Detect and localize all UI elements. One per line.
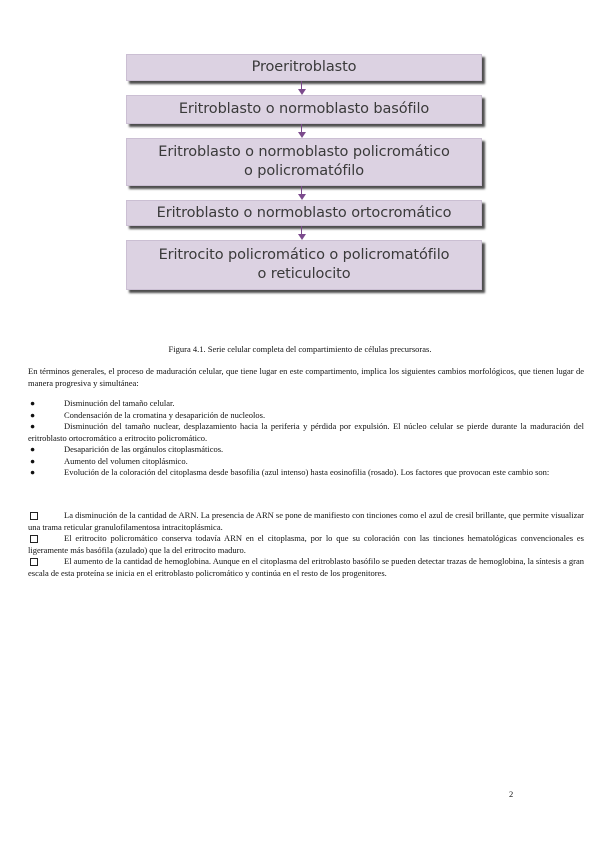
stage-eritroblasto-policromatico — [126, 138, 482, 186]
stage-eritroblasto-basofilo — [126, 95, 482, 124]
bullet-icon: ● — [30, 398, 36, 408]
down-arrow-icon — [126, 186, 482, 200]
figure-caption: Figura 4.1. Serie celular completa del compartimiento de células precursoras. — [168, 344, 432, 354]
down-arrow-icon — [126, 81, 482, 95]
list-item: ● Disminución del tamaño celular. — [30, 398, 175, 408]
maturation-diagram — [126, 54, 482, 290]
stage-label: Eritroblasto o normoblasto ortocromático — [156, 204, 452, 221]
stage-proeritroblasto — [126, 54, 482, 81]
intro-paragraph: En términos generales, el proceso de maduración celular, que tiene lugar en este compartimento, implica los siguientes cambios morfológicos, que tienen lugar de manera progresiva y simultánea: — [28, 366, 584, 388]
bullet-icon: ● — [30, 467, 36, 477]
stage-label: Eritrocito policromático o policromatófilo — [158, 247, 450, 263]
bullet-icon: ● — [30, 455, 36, 466]
list-item: ● Condensación de la cromatina y desaparición de nucleolos. — [30, 409, 266, 420]
bullet-icon: ● — [30, 444, 36, 454]
stage-label: o reticulocito — [257, 266, 351, 282]
stage-label: Proeritroblasto — [251, 59, 357, 75]
stage-label: o policromatófilo — [244, 163, 364, 179]
checkbox-square-icon — [30, 535, 38, 543]
down-arrow-icon — [126, 124, 482, 138]
stage-label: Eritroblasto o normoblasto policromático — [158, 144, 450, 160]
checkbox-square-icon — [30, 512, 38, 520]
stage-eritroblasto-ortocromatico — [126, 200, 482, 226]
bullet-icon: ● — [30, 421, 36, 431]
list-item: ● Desaparición de las orgánulos citoplasmáticos. — [30, 444, 224, 454]
checkbox-square-icon — [30, 558, 38, 566]
list-item: ● Disminución del tamaño nuclear, desplazamiento hacia la periferia y pérdida por expulsión. El núcleo celular se pierde durante la maduración del eritroblasto ortocromático a eritrocito policromático. — [28, 421, 584, 443]
list-item: La disminución de la cantidad de ARN. La presencia de ARN se pone de manifiesto con tinciones como el azul de cresil brillante, que permite visualizar una trama reticular granulofilamentosa intracitoplásmica. — [28, 510, 584, 532]
list-item: ● Aumento del volumen citoplásmico. — [30, 455, 188, 466]
stage-label: Eritroblasto o normoblasto basófilo — [178, 101, 430, 117]
factor-list — [28, 510, 584, 579]
bullet-icon: ● — [30, 409, 36, 420]
page-number: 2 — [509, 789, 514, 799]
list-item: El aumento de la cantidad de hemoglobina. Aunque en el citoplasma del eritroblasto basófilo se pueden detectar trazas de hemoglobina, la síntesis a gran escala de esta proteína se inicia en el eritroblasto policromático y continúa en el resto de los progenitores. — [28, 556, 584, 578]
down-arrow-icon — [126, 226, 482, 240]
bullet-list — [28, 398, 584, 479]
list-item: ● Evolución de la coloración del citoplasma desde basofilia (azul intenso) hasta eosinofilia (rosado). Los factores que provocan este cambio son: — [30, 467, 550, 477]
list-item: El eritrocito policromático conserva todavía ARN en el citoplasma, por lo que su coloración con las tinciones hematológicas convencionales es ligeramente más basófila (azulado) que la del eritrocito maduro. — [28, 533, 584, 555]
stage-reticulocito — [126, 240, 482, 290]
